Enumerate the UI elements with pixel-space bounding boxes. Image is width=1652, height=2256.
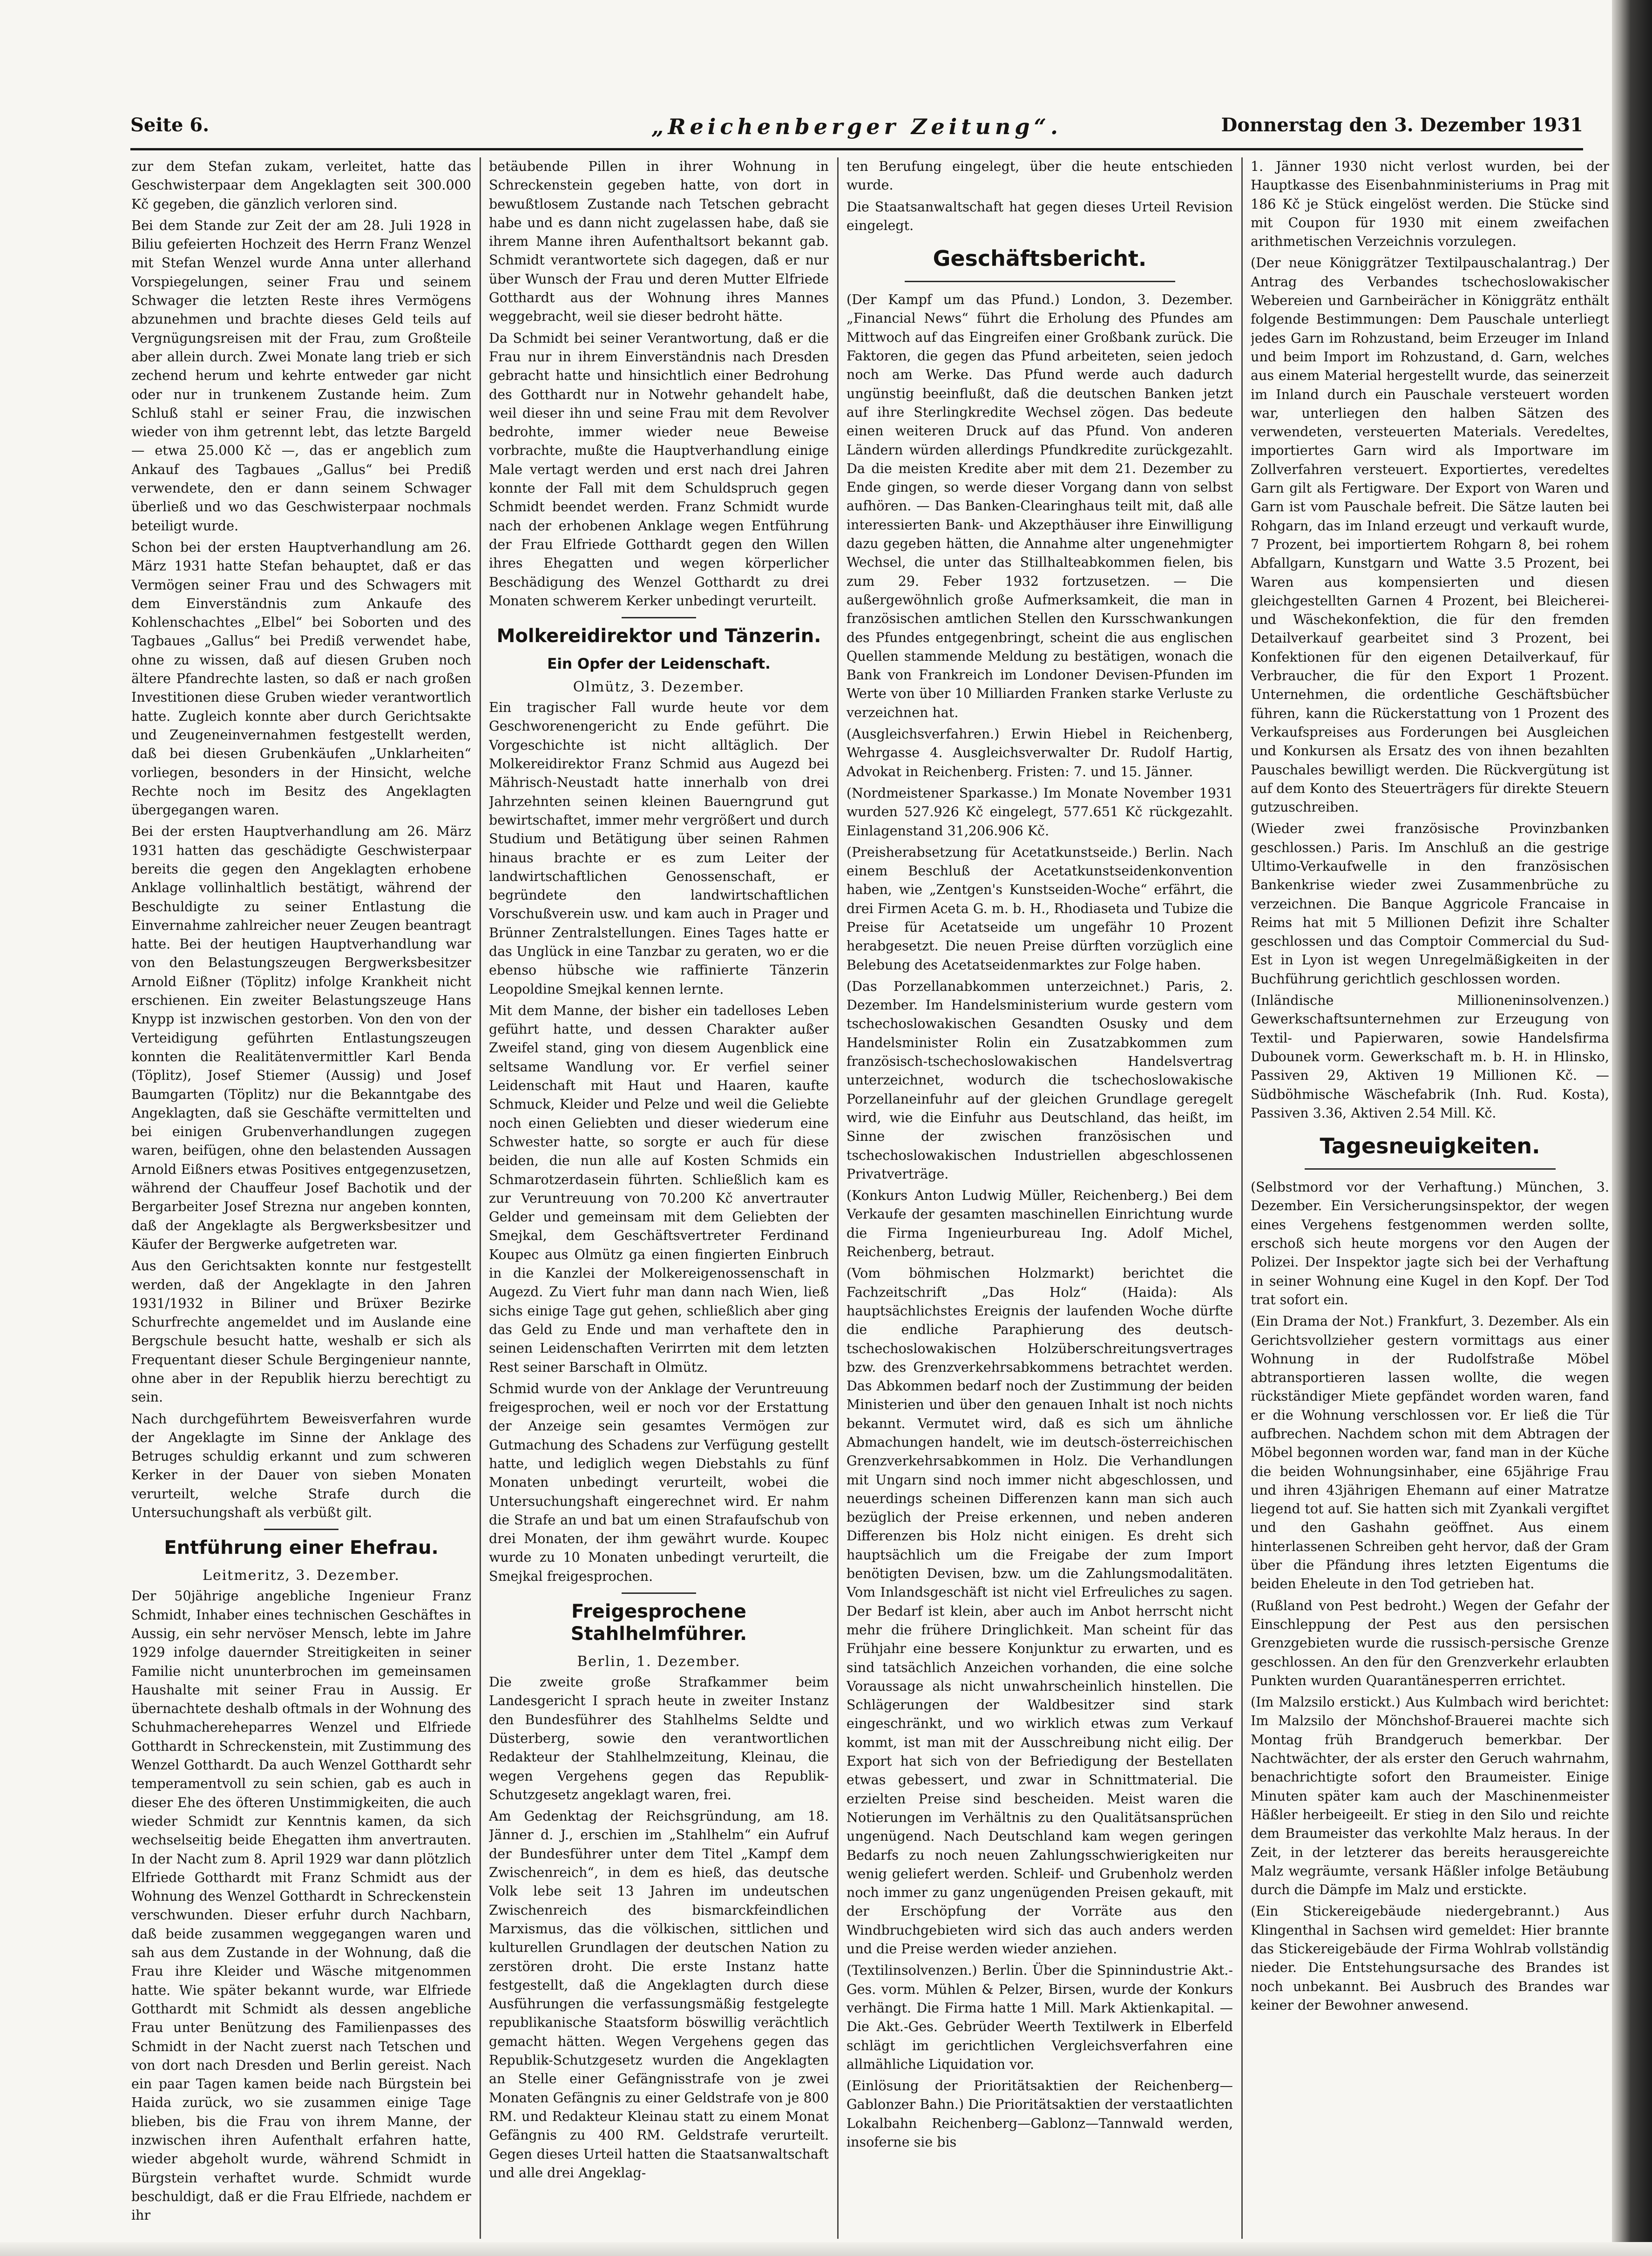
article-headline: Molkereidirektor und Tänzerin. — [496, 625, 821, 647]
paragraph: (Vom böhmischen Holzmarkt) berichtet die Fachzeitschrift „Das Holz“ (Haida): Als hauptsächlichstes Ereignis der laufenden Woche dürfte die endliche Paraphierung des deutsch-tschechoslowakischen Holzüberschreitungsvertrages bzw. des Grenzverkehrsabkommens betrachtet werden. Das Abkommen bedarf noch der Zustimmung der beiden Ministerien und über den genauen Inhalt ist noch nichts bekannt. Vermutet wird, daß es sich um ähnliche Abmachungen handelt, wie im deutsch-österreichischen Grenzverkehrsabkommen in Holz. Die Verhandlungen mit Ungarn sind noch immer nicht abgeschlossen, und neuerdings scheinen Differenzen kann man sich auch bezüglich der Preise erkennen, und neben anderen Differenzen bis Holz nicht einigen. Es dreht sich hauptsächlich um die Freigabe der zum Import benötigten Devisen, bzw. um die Zahlungsmodalitäten. Vom Inlandsgeschäft ist nicht viel Erfreuliches zu sagen. Der Bedarf ist klein, aber auch im Anbot herrscht nicht mehr die frühere Dringlichkeit. Man scheint für das Frühjahr eine bessere Konjunktur zu erwarten, und es sind tatsächlich Anzeichen vorhanden, die eine solche Voraussage als nicht unwahrscheinlich hinstellen. Die Schlägerungen der Waldbesitzer sind stark eingeschränkt, und wo wirklich etwas zum Verkauf kommt, ist man mit der Ausschreibung nicht eilig. Der Export hat sich von der Befriedigung der Bestellaten etwas gebessert, und zwar in Schnittmaterial. Die erzielten Preise sind bescheiden. Meist waren die Notierungen im Verhältnis zu den Qualitätsansprüchen ungenügend. Nach Deutschland kam wegen geringen Bedarfs zu noch neuen Zahlungsschwierigkeiten nur wenig geliefert werden. Schleif- und Grubenholz werden noch immer zu ganz ungenügenden Preisen gekauft, mit der Erschöpfung der Vorräte aus den Windbruchgebieten wird sich das auch anders werden und die Preise werden wieder anziehen. — [846, 1266, 1233, 1957]
column-1 — [131, 157, 471, 2239]
newspaper-title: „Reichenberger Zeitung“. — [651, 114, 1063, 139]
divider — [622, 1592, 696, 1594]
paragraph: 1. Jänner 1930 nicht verlost wurden, bei der Hauptkasse des Eisenbahnministeriums in Prag mit 186 Kč je Stück eingelöst werden. Die Stücke sind mit Coupon für 1930 mit einem zweifachen arithmetischen Verzeichnis vorzulegen. — [1251, 159, 1609, 250]
paragraph: (Inländische Millioneninsolvenzen.) Gewerkschaftsunternehmen zur Erzeugung von Textil- und Papierwaren, sowie Handelsfirma Dubounek vorm. Gewerkschaft m. b. H. in Hlinsko, Passiven 29, Aktiven 19 Millionen Kč. — Südböhmische Wäschefabrik (Inh. Rud. Kosta), Passiven 3.36, Aktiven 2.54 Mill. Kč. — [1251, 993, 1609, 1121]
paragraph: (Ein Drama der Not.) Frankfurt, 3. Dezember. Als ein Gerichtsvollzieher gestern vormittags aus einer Wohnung in der Rudolfstraße Möbel abtransportieren lassen wollte, die wegen rückständiger Miete gepfändet worden waren, fand er die Wohnung verschlossen vor. Er ließ die Tür aufbrechen. Nachdem schon mit dem Abtragen der Möbel begonnen worden war, fand man in der Küche die beiden Wohnungsinhaber, eine 65jährige Frau und ihren 43jährigen Ehemann auf einer Matratze liegend tot auf. Sie hatten sich mit Zyankali vergiftet und den Gashahn geöffnet. Aus einem hinterlassenen Schreiben geht hervor, daß der Gram über die Pfändung ihres letzten Eigentums die beiden Eheleute in den Tod getrieben hat. — [1251, 1314, 1609, 1592]
paragraph: zur dem Stefan zukam, verleitet, hatte das Geschwisterpaar dem Angeklagten seit 300.000 Kč gegeben, die gänzlich verloren sind. — [131, 159, 471, 212]
paragraph: Bei dem Stande zur Zeit der am 28. Juli 1928 in Biliu gefeierten Hochzeit des Herrn Franz Wenzel mit Stefan Wenzel wurde Anna unter allerhand Vorspiegelungen, seiner Frau und seinem Schwager die letzten Reste ihres Vermögens abzunehmen und brachte dieses Geld teils auf Vergnügungsreisen mit der Frau, zum Großteile aber allein durch. Zwei Monate lang trieb er sich zechend herum und kehrte entweder gar nicht oder nur in trunkenem Zustande heim. Zum Schluß stahl er seiner Frau, die inzwischen wieder von ihm getrennt lebt, das letzte Bargeld — etwa 25.000 Kč —, das er angeblich zum Ankauf des Tagbaues „Gallus“ bei Prediß verwendete, den er dann seinem Schwager überließ und wo das Geschwisterpaar nochmals beteiligt wurde. — [131, 217, 471, 534]
paragraph: (Preisherabsetzung für Acetatkunstseide.) Berlin. Nach einem Beschluß der Acetatkunstseidenkonvention haben, wie „Zentgen's Kunstseiden-Woche“ erfährt, die drei Firmen Aceta G. m. b. H., Rhodiaseta und Tubize die Preise für Acetatseide um ungefähr 10 Prozent herabgesetzt. Die neuen Preise dürften vorzüglich eine Belebung des Acetatseidenmarktes zur Folge haben. — [846, 844, 1233, 973]
dateline: Berlin, 1. Dezember. — [577, 1653, 741, 1670]
paragraph: ten Berufung eingelegt, über die heute entschieden wurde. — [846, 159, 1233, 193]
paragraph: (Ausgleichsverfahren.) Erwin Hiebel in Reichenberg, Wehrgasse 4. Ausgleichsverwalter Dr. Rudolf Hartig, Advokat in Reichenberg. Fristen: 7. und 15. Jänner. — [846, 726, 1233, 779]
header-rule — [130, 148, 1583, 150]
dateline: Leitmeritz, 3. Dezember. — [203, 1567, 400, 1584]
paragraph: Da Schmidt bei seiner Verantwortung, daß er die Frau nur in ihrem Einverständnis nach Dresden gebracht hatte und hinsichtlich einer Bedrohung des Gotthardt nur in Notwehr gehandelt habe, weil dieser ihn und seine Frau mit dem Revolver bedrohte, immer wieder neue Beweise vorbrachte, mußte die Hauptverhandlung einige Male vertagt werden und erst nach drei Jahren konnte der Fall mit dem Schuldspruch gegen Schmidt beendet werden. Franz Schmidt wurde nach der erhobenen Anklage wegen Entführung der Frau Elfriede Gotthardt gegen den Willen ihres Ehegatten und wegen körperlicher Beschädigung des Wenzel Gotthardt zu drei Monaten schwerem Kerker unbedingt verurteilt. — [489, 330, 829, 609]
paragraph: Ein tragischer Fall wurde heute vor dem Geschworenengericht zu Ende geführt. Die Vorgeschichte ist nicht alltäglich. Der Molkereidirektor Franz Schmid aus Augezd bei Mährisch-Neustadt hatte innerhalb von drei Jahrzehnten seinen kleinen Bauerngrund gut bewirtschaftet, immer mehr vergrößert und durch Studium und Betätigung über seinen Rahmen hinaus brachte er es zum Leiter der landwirtschaftlichen Genossenschaft, er begründete den landwirtschaftlichen Vorschußverein usw. und kam auch in Prager und Brünner Zentralstellungen. Eines Tages hatte er das Unglück in eine Tanzbar zu geraten, wo er die ebenso hübsche wie raffinierte Tänzerin Leopoldine Smejkal kennen lernte. — [489, 700, 829, 997]
paragraph: (Im Malzsilo erstickt.) Aus Kulmbach wird berichtet: Im Malzsilo der Mönchshof-Brauerei machte sich Montag früh Brandgeruch bemerkbar. Der Nachtwächter, der als erster den Geruch wahrnahm, benachrichtigte sofort den Braumeister. Einige Minuten später kam auch der Maschinenmeister Häßler herbeigeeilt. Er stieg in den Silo und reichte dem Braumeister das verkohlte Malz heraus. In der Zeit, in der letzterer das bereits herausgereichte Malz wegräumte, versank Häßler infolge Betäubung durch die Dämpfe im Malz und erstickte. — [1251, 1694, 1609, 1898]
section-title: Geschäftsbericht. — [933, 246, 1147, 271]
article-subheadline: Ein Opfer der Leidenschaft. — [547, 656, 771, 673]
paragraph: (Selbstmord vor der Verhaftung.) München, 3. Dezember. Ein Versicherungsinspektor, der wegen eines Vergehens festgenommen werden sollte, erschoß sich heute morgens vor den Augen der Polizei. Der Inspektor jagte sich bei der Verhaftung in seiner Wohnung eine Kugel in den Kopf. Der Tod trat sofort ein. — [1251, 1179, 1609, 1308]
page-header — [130, 114, 1583, 147]
column-separator — [837, 157, 839, 2239]
paragraph: (Das Porzellanabkommen unterzeichnet.) Paris, 2. Dezember. Im Handelsministerium wurde gestern vom tschechoslowakischen Gesandten Osusky und dem Handelsminister Rolin ein Zusatzabkommen zum französisch-tschechoslowakischen Handelsvertrag unterzeichnet, wodurch die tschechoslowakische Porzellaneinfuhr auf der gleichen Grundlage geregelt wird, wie die Einfuhr aus Deutschland, das heißt, im Sinne der zwischen französischen und tschechoslowakischen Industriellen abgeschlossenen Privatverträge. — [846, 978, 1233, 1182]
paragraph: Bei der ersten Hauptverhandlung am 26. März 1931 hatten das geschädigte Geschwisterpaar bereits die gegen den Angeklagten erhobene Anklage vollinhaltlich bestätigt, während der Beschuldigte zu seiner Entlastung die Einvernahme zahlreicher neuer Zeugen beantragt hatte. Bei der heutigen Hauptverhandlung war von den Belastungszeugen Bergwerksbesitzer Arnold Eißner (Töplitz) infolge Krankheit nicht erschienen. Ein zweiter Belastungszeuge Hans Knypp ist inzwischen gestorben. Von den von der Verteidigung geführten Entlastungszeugen konnten die Realitätenvermittler Karl Benda (Töplitz), Josef Stiemer (Aussig) und Josef Baumgarten (Töplitz) nur die Bekanntgabe des Angeklagten, daß sie Geschäfte vermittelten und bei einigen Grubenverhandlungen zugegen waren, beifügen, ohne den belastenden Aussagen Arnold Eißners etwas Positives entgegenzusetzen, während der Chauffeur Josef Bachotik und der Bergarbeiter Josef Strezna nur angeben konnten, daß der Angeklagte als Bergwerksbesitzer und Käufer der Bergwerke aufgetreten war. — [131, 824, 471, 1252]
paragraph: Schon bei der ersten Hauptverhandlung am 26. März 1931 hatte Stefan behauptet, daß er das Vermögen seiner Frau und des Schwagers mit dem Einverständnis zum Ankaufe des Kohlenschachtes „Elbel“ bei Soborten und des Tagbaues „Gallus“ bei Prediß verwendet habe, ohne zu wissen, daß auf diesen Gruben noch ältere Pfandrechte lasten, so daß er nach großen Investitionen diese Gruben wieder verantwortlich hatte. Zugleich konnte aber durch Gerichtsakte und Zeugeneinvernahmen festgestellt werden, daß bei diesen Grubenkäufen „Unklarheiten“ vorliegen, besonders in der Hinsicht, welche Rechte noch im Besitz des Angeklagten übergegangen waren. — [131, 539, 471, 818]
paragraph: Nach durchgeführtem Beweisverfahren wurde der Angeklagte im Sinne der Anklage des Betruges schuldig erkannt und zum schweren Kerker in der Dauer von sieben Monaten verurteilt, welche Strafe durch die Untersuchungshaft als verbüßt gilt. — [131, 1411, 471, 1521]
paragraph: Der 50jährige angebliche Ingenieur Franz Schmidt, Inhaber eines technischen Geschäftes in Aussig, ein sehr nervöser Mensch, lebte im Jahre 1929 infolge dauernder Streitigkeiten in seiner Familie nicht ununterbrochen im gemeinsamen Haushalte mit seiner Frau in Aussig. Er übernachtete deshalb oftmals in der Wohnung des Schuhmachereheparres Wenzel und Elfriede Gotthardt in Schreckenstein, mit Zustimmung des Wenzel Gotthardt. Da auch Wenzel Gotthardt sehr temperamentvoll zu sein schien, gab es auch in dieser Ehe des öfteren Unstimmigkeiten, die auch wieder Schmidt zur Kenntnis kamen, da sich wechselseitig beide Ehegatten ihm anvertrauten. In der Nacht zum 8. April 1929 war dann plötzlich Elfriede Gotthardt mit Franz Schmidt aus der Wohnung des Wenzel Gotthardt in Schreckenstein verschwunden. Dieser erfuhr durch Nachbarn, daß beide zusammen weggegangen waren und sah aus dem Zustande in der Wohnung, daß die Frau ihre Kleider und Wäsche mitgenommen hatte. Wie später bekannt wurde, war Elfriede Gotthardt mit Schmidt als dessen angebliche Frau unter Benützung des Familienpasses des Schmidt in der Nacht zuerst nach Tetschen und von dort nach Dresden und Berlin gereist. Nach ein paar Tagen kamen beide nach Bürgstein bei Haida zurück, wo sie zusammen einige Tage blieben, bis die Frau von ihrem Manne, der inzwischen ihren Aufenthalt erfahren hatte, wieder abgeholt wurde, während Schmidt in Bürgstein verhaftet wurde. Schmidt wurde beschuldigt, daß er die Frau Elfriede, nachdem er ihr — [131, 1588, 471, 2223]
section-title: Tagesneuigkeiten. — [1320, 1133, 1540, 1159]
paragraph: betäubende Pillen in ihrer Wohnung in Schreckenstein gegeben hatte, von dort in bewußtlosem Zustande nach Tetschen gebracht habe und es dann nicht zugelassen habe, daß sie ihrem Manne ihren Aufenthaltsort bekannt gab. Schmidt verantwortete sich dagegen, daß er nur über Wunsch der Frau und deren Mutter Elfriede Gotthardt aus der Wohnung ihres Mannes weggebracht, weil sie dieser bedroht hätte. — [489, 159, 829, 325]
paragraph: (Der Kampf um das Pfund.) London, 3. Dezember. „Financial News“ führt die Erholung des Pfundes am Mittwoch auf das Eingreifen einer Großbank zurück. Die Faktoren, die gegen das Pfund arbeiteten, seien jedoch noch am Werke. Das Pfund werde auch dadurch ungünstig beeinflußt, daß die deutschen Banken jetzt auf ihre Sterlingkredite Wechsel zögen. Das bedeute einen weiteren Druck auf das Pfund. Von anderen Ländern würden allerdings Pfundkredite zurückgezahlt. Da die meisten Kredite aber mit dem 21. Dezember zu Ende gingen, so werde dieser Vorgang dann von selbst aufhören. — Das Banken-Clearinghaus teilt mit, daß alle interessierten Bank- und Akzepthäuser ihre Einwilligung dazu gegeben hätten, die Annahme alter ungenehmigter Wechsel, die unter das Stillhalteabkommen fielen, bis zum 29. Feber 1932 fortzusetzen. — Die außergewöhnlich große Aufmerksamkeit, die man in französischen amtlichen Stellen den Kursschwankungen des Pfundes entgegenbringt, scheint die aus englischen Quellen stammende Meldung zu bestätigen, wonach die Bank von Frankreich im Londoner Devisen-Pfunden im Werte von über 10 Milliarden Franken starke Verluste zu verzeichnen hat. — [846, 292, 1233, 720]
column-2 — [489, 157, 829, 2239]
divider — [264, 1529, 339, 1530]
section-rule — [905, 281, 1175, 282]
article-headline: Freigesprochene Stahlhelmführer. — [570, 1601, 747, 1645]
paragraph: (Nordmeistener Sparkasse.) Im Monate November 1931 wurden 527.926 Kč eingelegt, 577.651 Kč rückgezahlt. Einlagenstand 31,206.906 Kč. — [846, 785, 1233, 839]
paragraph: Die Staatsanwaltschaft hat gegen dieses Urteil Revision eingelegt. — [846, 199, 1233, 233]
scan-edge — [1612, 0, 1652, 2256]
divider — [622, 617, 696, 618]
paragraph: (Der neue Königgrätzer Textilpauschalantrag.) Der Antrag des Verbandes tschechoslowakischer Webereien und Garnbeirächer in Königgrätz enthält folgende Bestimmungen: Dem Pauschale unterliegt jedes Garn im Rohzustand, beim Erzeuger im Inland und beim Import im Rohzustand, d. Garn, welches aus einem Material hergestellt wurde, das seinerzeit im Inland durch ein Pauschale versteuert worden war, unterliegen den halben Sätzen des verwendeten, versteuerten Materials. Veredeltes, importiertes Garn wird als Importware im Zollverfahren versteuert. Exportiertes, veredeltes Garn gilt als Fertigware. Der Export von Waren und Garn ist vom Pauschale befreit. Die Sätze lauten bei Rohgarn, das im Inland erzeugt und verkauft wurde, 7 Prozent, bei importiertem Rohgarn 8, bei rohem Abfallgarn, Kunstgarn und Watte 3.5 Prozent, bei Waren aus kompensierten und diesen gleichgestellten Garnen 4 Prozent, bei Bleicherei- und Wäschekonfektion, die für den fremden Detailverkauf gearbeitet sind 3 Prozent, bei Konfektionen für den eigenen Detailverkauf, für Verbraucher, die für den Export 1 Prozent. Unternehmen, die ordentliche Geschäftsbücher führen, kann die Rückerstattung von 1 Prozent des Verkaufspreises aus Forderungen bei Ausgleichen und Konkursen als Ersatz des von ihnen bezahlten Pauschales bewilligt werden. Die Rückvergütung ist auf dem Konto des Steuerträgers für direkte Steuern gutzuschreiben. — [1251, 255, 1609, 815]
paragraph: (Rußland von Pest bedroht.) Wegen der Gefahr der Einschleppung der Pest aus den persischen Grenzgebieten wurde die russisch-persische Grenze geschlossen. An den für den Grenzverkehr erlaubten Punkten wurden Quarantänesperren errichtet. — [1251, 1598, 1609, 1688]
column-separator — [480, 157, 481, 2239]
page-number: Seite 6. — [130, 114, 210, 136]
paragraph: (Wieder zwei französische Provinzbanken geschlossen.) Paris. Im Anschluß an die gestrige Ultimo-Verkaufwelle in den französischen Bankenkrise wieder zwei Zusammenbrüche zu verzeichnen. Die Banque Aggricole Francaise in Reims hat mit 5 Millionen Defizit ihre Schalter geschlossen und das Comptoir Commercial du Sud-Est in Lyon ist wegen Unregelmäßigkeiten in der Buchführung gerichtlich geschlossen worden. — [1251, 821, 1609, 987]
paragraph: (Einlösung der Prioritätsaktien der Reichenberg—Gablonzer Bahn.) Die Prioritätsaktien der verstaatlichten Lokalbahn Reichenberg—Gablonz—Tannwald werden, insoferne sie bis — [846, 2078, 1233, 2150]
column-3 — [846, 157, 1233, 2239]
column-4 — [1251, 157, 1609, 2239]
paragraph: Aus den Gerichtsakten konnte nur festgestellt werden, daß der Angeklagte in den Jahren 1931/1932 in Biliner und Brüxer Bezirke Schurfrechte angemeldet und im Auslande eine Bergschule besucht hatte, weshalb er sich als Frequentant dieser Schule Bergingenieur nannte, ohne aber in der Republik hierzu berechtigt zu sein. — [131, 1258, 471, 1405]
paragraph: (Konkurs Anton Ludwig Müller, Reichenberg.) Bei dem Verkaufe der gesamten maschinellen Einrichtung wurde die Firma Ingenieurbureau Ing. Adolf Michel, Reichenberg, betraut. — [846, 1188, 1233, 1260]
dateline: Olmütz, 3. Dezember. — [573, 679, 745, 696]
paragraph: Mit dem Manne, der bisher ein tadelloses Leben geführt hatte, und dessen Charakter außer Zweifel stand, ging von diesem Augenblick eine seltsame Wandlung vor. Er verfiel seiner Leidenschaft mit Haut und Haaren, kaufte Schmuck, Kleider und Pelze und weil die Geliebte noch einen Geliebten und dieser wiederum eine Schwester hatte, so sorgte er auch für diese beiden, die nun alle auf Kosten Schmids ein Schmarotzerdasein führten. Schließlich kam es zur Veruntreuung von 70.200 Kč anvertrauter Gelder und gemeinsam mit dem Geliebten der Smejkal, dem Geschäftsvertreter Ferdinand Koupec aus Olmütz ga einen fingierten Einbruch in die Kanzlei der Molkereigenossenschaft in Augezd. Zu Viert fuhr man dann nach Wien, ließ sichs einige Tage gut gehen, schließlich aber ging das Geld zu Ende und man verhaftete den in seinen Leidenschaften Verirrten mit dem letzten Rest seiner Barschaft in Olmütz. — [489, 1003, 829, 1375]
column-separator — [1241, 157, 1243, 2239]
paragraph: Schmid wurde von der Anklage der Veruntreuung freigesprochen, weil er noch vor der Erstattung der Anzeige sein gesamtes Vermögen zur Gutmachung des Schadens zur Verfügung gestellt hatte, und lediglich wegen Diebstahls zu fünf Monaten unbedingt verurteilt, wobei die Untersuchungshaft eingerechnet wird. Er nahm die Strafe an und bat um einen Strafaufschub von drei Monaten, der ihm gewährt wurde. Koupec wurde zu 10 Monaten unbedingt verurteilt, die Smejkal freigesprochen. — [489, 1381, 829, 1584]
paragraph: Am Gedenktag der Reichsgründung, am 18. Jänner d. J., erschien im „Stahlhelm“ ein Aufruf der Bundesführer unter dem Titel „Kampf dem Zwischenreich“, in dem es hieß, das deutsche Volk lebe seit 13 Jahren im undeutschen Zwischenreich des bismarckfeindlichen Marxismus, das die völkischen, sittlichen und kulturellen Grundlagen der deutschen Nation zu zerstören droht. Die erste Instanz hatte festgestellt, daß die Angeklagten durch diese Ausführungen die verfassungsmäßig festgelegte republikanische Staatsform böswillig verächtlich gemacht hätten. Wegen Vergehens gegen das Republik-Schutzgesetz wurden die Angeklagten an Stelle einer Gefängnisstrafe von je zwei Monaten Gefängnis zu einer Geldstrafe von je 800 RM. und Redakteur Kleinau statt zu einem Monat Gefängnis zu 400 RM. Geldstrafe verurteilt. Gegen dieses Urteil hatten die Staatsanwaltschaft und alle drei Angeklag- — [489, 1809, 829, 2181]
section-rule — [1305, 1168, 1556, 1170]
scan-edge-bottom — [0, 2242, 1652, 2256]
article-headline: Entführung einer Ehefrau. — [164, 1537, 439, 1559]
paragraph: (Textilinsolvenzen.) Berlin. Über die Spinnindustrie Akt.-Ges. vorm. Mühlen & Pelzer, Birsen, wurde der Konkurs verhängt. Die Firma hatte 1 Mill. Mark Aktienkapital. — Die Akt.-Ges. Gebrüder Weerth Textilwerk in Elberfeld schlägt im gerichtlichen Vergleichsverfahren eine allmähliche Liquidation vor. — [846, 1963, 1233, 2072]
paragraph: (Ein Stickereigebäude niedergebrannt.) Aus Klingenthal in Sachsen wird gemeldet: Hier brannte das Stickereigebäude der Firma Wohlrab vollständig nieder. Die Entstehungsursache des Brandes ist noch unbekannt. Bei Ausbruch des Brandes war keiner der Bewohner anwesend. — [1251, 1904, 1609, 2013]
issue-date: Donnerstag den 3. Dezember 1931 — [1221, 114, 1583, 136]
paragraph: Die zweite große Strafkammer beim Landesgericht I sprach heute in zweiter Instanz den Bundesführer des Stahlhelms Seldte und Düsterberg, sowie den verantwortlichen Redakteur der Stahlhelmzeitung, Kleinau, die wegen Vergehens gegen das Republik-Schutzgesetz angeklagt waren, frei. — [489, 1674, 829, 1802]
